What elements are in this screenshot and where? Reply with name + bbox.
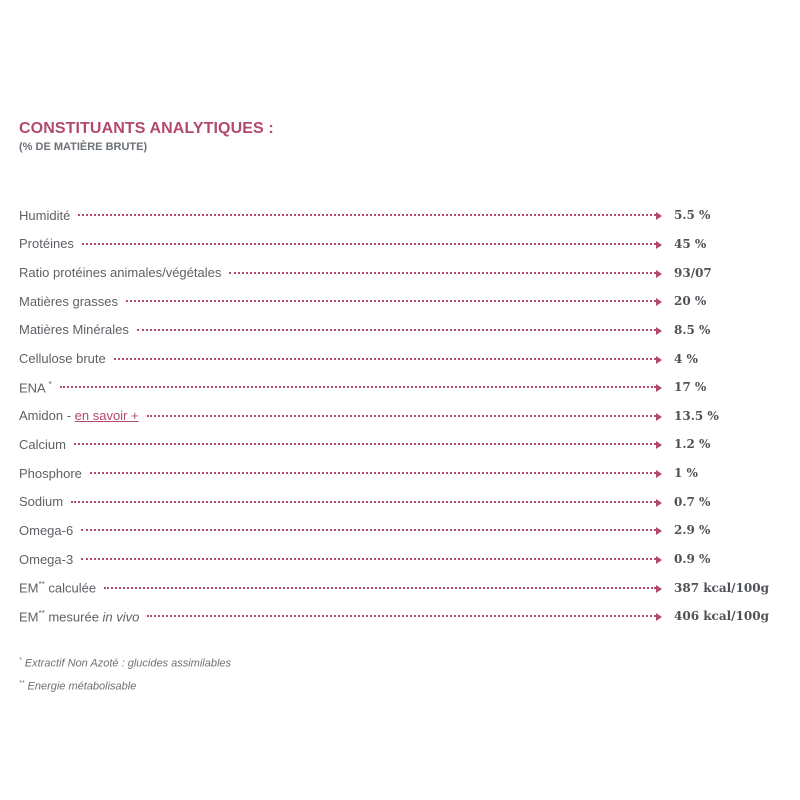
table-row [19,516,779,545]
row-label: Sodium [19,494,64,510]
table-row [19,373,779,402]
row-value: 20 % [674,294,707,309]
row-label: EM** calculée [19,579,97,596]
analytics-table [19,201,779,631]
row-label: EM** mesurée in vivo [19,608,140,624]
page-title: CONSTITUANTS ANALYTIQUES : [19,120,274,137]
dotted-leader [81,529,656,533]
footnotes [19,651,231,696]
dotted-leader [71,501,656,505]
table-row [19,401,779,430]
dotted-leader [137,329,656,333]
table-row [19,573,779,602]
table-row [19,602,779,631]
table-row [19,545,779,574]
row-label: Omega-6 [19,522,74,538]
dotted-leader [114,358,656,362]
row-label: Ratio protéines animales/végétales [19,265,222,281]
row-label: Protéines [19,236,74,252]
table-row [19,230,779,259]
table-row [19,258,779,287]
dotted-leader [147,415,656,419]
dotted-leader [74,443,656,447]
table-row [19,459,779,488]
dotted-leader [81,558,656,562]
row-label: Cellulose brute [19,351,106,367]
row-value: 1 % [674,466,698,481]
footnote: ** Energie métabolisable [19,679,137,693]
page-subtitle: (% DE MATIÈRE BRUTE) [19,141,148,153]
row-value: 17 % [674,380,707,395]
row-value: 1.2 % [674,437,711,452]
row-label: Matières Minérales [19,322,129,338]
table-row [19,287,779,316]
row-label: Omega-3 [19,551,74,567]
table-row [19,487,779,516]
row-value: 0.9 % [674,552,711,566]
row-value: 45 % [674,236,707,251]
dotted-leader [126,300,656,304]
row-value: 387 kcal/100g [674,580,770,595]
dotted-leader [229,272,656,276]
row-value: 93/07 [674,265,712,280]
row-label: Amidon - en savoir + [19,408,139,424]
row-value: 0.7 % [674,494,711,509]
table-row [19,201,779,230]
row-value: 13.5 % [674,408,719,423]
dotted-leader [60,386,656,390]
learn-more-link[interactable]: en savoir + [74,408,139,424]
footnote: * Extractif Non Azoté : glucides assimilables [19,657,232,670]
row-value: 5.5 % [674,208,711,223]
row-label: ENA * [19,379,52,395]
row-label: Calcium [19,436,66,452]
table-row [19,316,779,345]
row-label: Humidité [19,207,71,223]
table-row [19,430,779,459]
row-value: 4 % [674,351,698,366]
dotted-leader [104,587,656,591]
dotted-leader [82,243,656,247]
header [19,119,274,155]
table-row [19,344,779,373]
row-value: 8.5 % [674,322,711,337]
row-value: 406 kcal/100g [674,609,770,624]
row-label: Phosphore [19,465,82,481]
row-label: Matières grasses [19,293,118,309]
dotted-leader [78,214,656,218]
dotted-leader [90,472,656,476]
row-value: 2.9 % [674,523,711,538]
dotted-leader [147,615,656,619]
